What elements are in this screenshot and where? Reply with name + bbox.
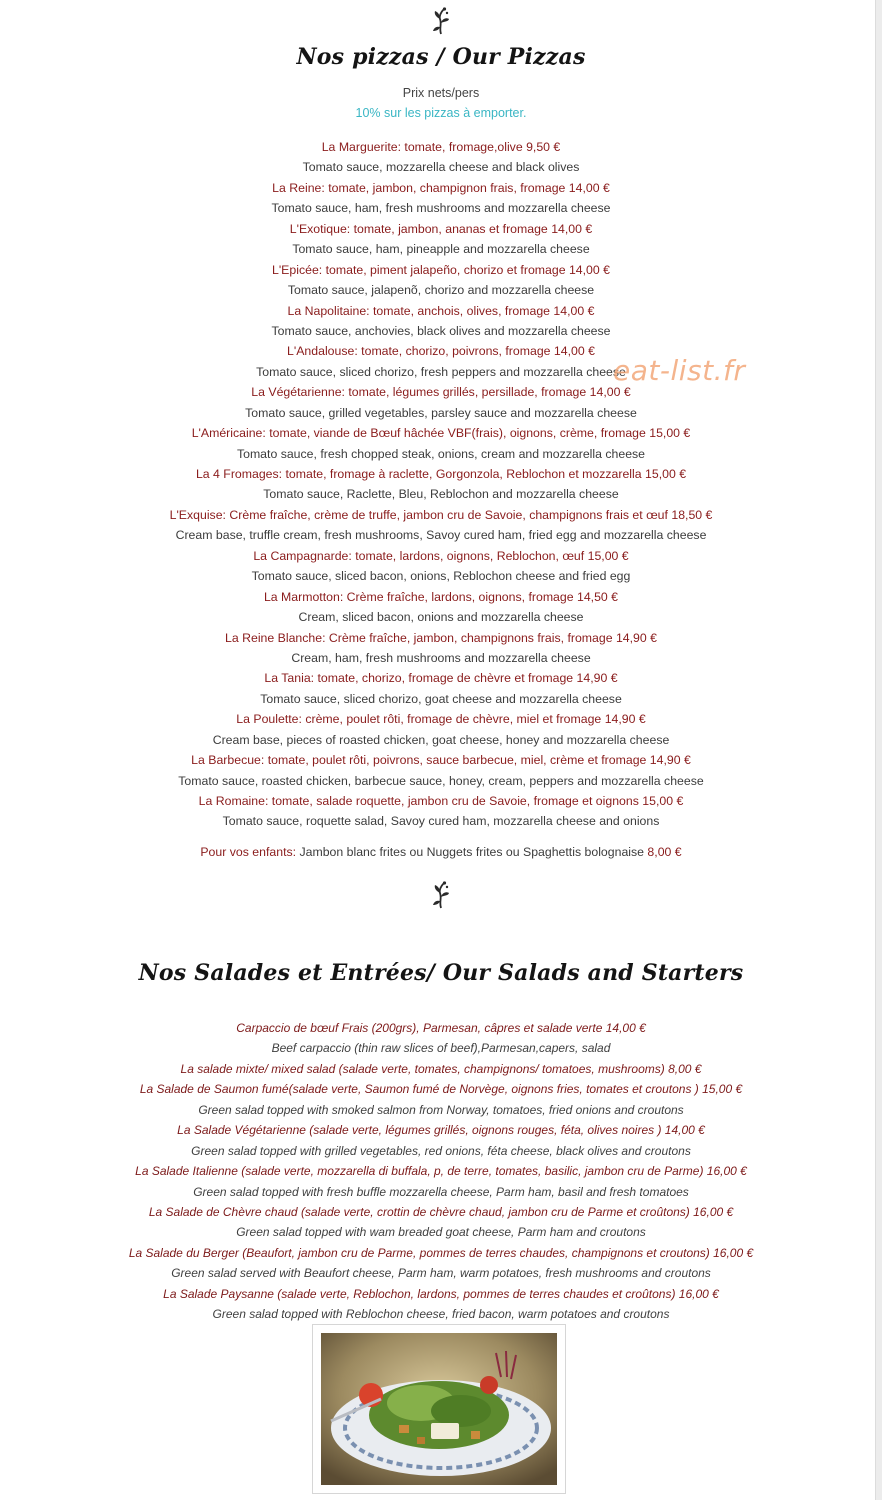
salad-photo	[312, 1324, 566, 1494]
salads-title: Nos Salades et Entrées/ Our Salads and Starters	[138, 960, 744, 986]
salads-item-description: Green salad served with Beaufort cheese, Parm ham, warm potatoes, fresh mushrooms and croutons	[171, 1266, 711, 1281]
kids-menu-label: Pour vos enfants:	[200, 845, 297, 859]
salad-list	[0, 1018, 882, 1325]
pizzas-item-name: L'Américaine: tomate, viande de Bœuf hâchée VBF(frais), oignons, crème, fromage 15,00 €	[191, 426, 691, 441]
kids-menu-line	[0, 845, 882, 859]
salads-item-name: La Salade Végétarienne (salade verte, légumes grillés, oignons rouges, féta, olives noires ) 14,00 €	[177, 1123, 705, 1138]
pizzas-item-name: La Marmotton: Crème fraîche, lardons, oignons, fromage 14,50 €	[263, 589, 619, 604]
watermark-text: eat-list.fr	[613, 354, 746, 387]
pizzas-item-description: Tomato sauce, sliced chorizo, goat cheese and mozzarella cheese	[260, 691, 622, 706]
pizzas-item-name: L'Andalouse: tomate, chorizo, poivrons, fromage 14,00 €	[287, 344, 595, 359]
pizzas-item-name: La Reine: tomate, jambon, champignon frais, fromage 14,00 €	[272, 180, 610, 195]
pizzas-item-description: Tomato sauce, anchovies, black olives and mozzarella cheese	[271, 323, 611, 338]
pizzas-item-description: Tomato sauce, sliced bacon, onions, Reblochon cheese and fried egg	[251, 569, 631, 584]
pizzas-item-description: Cream, ham, fresh mushrooms and mozzarella cheese	[291, 650, 591, 665]
salads-item-name: La Salade Italienne (salade verte, mozzarella di buffala, p, de terre, tomates, basilic, jambon cru de Parme) 16,00 €	[135, 1164, 747, 1179]
salads-item-description: Green salad topped with grilled vegetables, red onions, féta cheese, black olives and croutons	[191, 1143, 691, 1158]
prix-nets-note: Prix nets/pers	[402, 86, 480, 100]
salads-item-name: La Salade de Chèvre chaud (salade verte, crottin de chèvre chaud, jambon cru de Parme et croûtons) 16,00 €	[148, 1204, 734, 1219]
salads-item-name: La Salade du Berger (Beaufort, jambon cru de Parme, pommes de terres chaudes, champignons et croutons) 16,00 €	[128, 1245, 754, 1260]
pizzas-item-name: La Barbecue: tomate, poulet rôti, poivrons, sauce barbecue, miel, crème et fromage 14,90 €	[191, 753, 691, 768]
pizzas-item-name: La Reine Blanche: Crème fraîche, jambon, champignons frais, fromage 14,90 €	[225, 630, 657, 645]
pizzas-title: Nos pizzas / Our Pizzas	[296, 44, 586, 70]
pizzas-item-description: Tomato sauce, mozzarella cheese and black olives	[302, 160, 580, 175]
takeaway-promo-note: 10% sur les pizzas à emporter.	[355, 106, 527, 120]
pizzas-item-description: Cream base, pieces of roasted chicken, goat cheese, honey and mozzarella cheese	[212, 732, 670, 747]
pizzas-item-name: L'Exquise: Crème fraîche, crème de truffe, jambon cru de Savoie, champignons frais et œuf 18,50 €	[169, 507, 713, 522]
pizza-list	[0, 137, 882, 832]
leaf-ornament-icon	[429, 880, 453, 910]
pizzas-item-name: La Végétarienne: tomate, légumes grillés, persillade, fromage 14,00 €	[251, 385, 631, 400]
pizzas-item-description: Tomato sauce, ham, fresh mushrooms and mozzarella cheese	[271, 201, 611, 216]
pizzas-item-name: La Poulette: crème, poulet rôti, fromage de chèvre, miel et fromage 14,90 €	[236, 712, 646, 727]
pizzas-item-name: La Napolitaine: tomate, anchois, olives, fromage 14,00 €	[287, 303, 595, 318]
pizzas-item-name: L'Exotique: tomate, jambon, ananas et fromage 14,00 €	[289, 221, 593, 236]
salads-item-description: Green salad topped with smoked salmon from Norway, tomatoes, fried onions and croutons	[198, 1102, 684, 1117]
pizzas-item-name: La Romaine: tomate, salade roquette, jambon cru de Savoie, fromage et oignons 15,00 €	[198, 794, 684, 808]
salads-item-description: Green salad topped with wam breaded goat cheese, Parm ham and croutons	[236, 1225, 646, 1240]
salads-item-description: Beef carpaccio (thin raw slices of beef),Parmesan,capers, salad	[271, 1041, 611, 1056]
pizzas-item-description: Tomato sauce, sliced chorizo, fresh peppers and mozzarella cheese	[256, 364, 626, 379]
pizzas-item-name: L'Epicée: tomate, piment jalapeño, chorizo et fromage 14,00 €	[272, 262, 610, 277]
salads-item-description: Green salad topped with fresh buffle mozzarella cheese, Parm ham, basil and fresh tomatoes	[193, 1184, 689, 1199]
pizzas-item-name: La Campagnarde: tomate, lardons, oignons, Reblochon, œuf 15,00 €	[253, 548, 629, 563]
salads-item-name: La Salade de Saumon fumé(salade verte, Saumon fumé de Norvège, oignons fries, tomates et croutons ) 15,00 €	[139, 1082, 743, 1097]
pizzas-item-description: Tomato sauce, roasted chicken, barbecue sauce, honey, cream, peppers and mozzarella cheese	[178, 773, 704, 788]
salads-item-name: La Salade Paysanne (salade verte, Reblochon, lardons, pommes de terres chaudes et croûtons) 16,00 €	[163, 1286, 719, 1301]
pizzas-item-description: Tomato sauce, ham, pineapple and mozzarella cheese	[292, 242, 590, 257]
pizzas-item-name: La Tania: tomate, chorizo, fromage de chèvre et fromage 14,90 €	[264, 671, 618, 686]
pizzas-item-description: Tomato sauce, jalapenõ, chorizo and mozzarella cheese	[287, 283, 595, 298]
pizzas-item-description: Cream base, truffle cream, fresh mushrooms, Savoy cured ham, fried egg and mozzarella cheese	[175, 528, 707, 543]
pizzas-item-description: Tomato sauce, Raclette, Bleu, Reblochon and mozzarella cheese	[263, 487, 619, 502]
pizzas-item-description: Tomato sauce, fresh chopped steak, onions, cream and mozzarella cheese	[236, 446, 646, 461]
salads-item-name: La salade mixte/ mixed salad (salade verte, tomates, champignons/ tomatoes, mushrooms) 8,00 €	[180, 1061, 702, 1076]
kids-menu-text: Jambon blanc frites ou Nuggets frites ou Spaghettis bolognaise	[296, 845, 645, 859]
pizzas-item-description: Tomato sauce, roquette salad, Savoy cured ham, mozzarella cheese and onions	[222, 814, 660, 829]
pizzas-item-description: Tomato sauce, grilled vegetables, parsley sauce and mozzarella cheese	[245, 405, 637, 420]
salads-item-description: Green salad topped with Reblochon cheese, fried bacon, warm potatoes and croutons	[212, 1307, 670, 1322]
pizzas-item-name: La Marguerite: tomate, fromage,olive 9,50 €	[321, 140, 561, 154]
salad-photo-image	[321, 1333, 557, 1485]
salads-item-name: Carpaccio de bœuf Frais (200grs), Parmesan, câpres et salade verte 14,00 €	[236, 1021, 646, 1035]
pizzas-item-name: La 4 Fromages: tomate, fromage à raclette, Gorgonzola, Reblochon et mozzarella 15,00 €	[195, 467, 687, 481]
kids-menu-price: 8,00 €	[644, 845, 682, 859]
leaf-ornament-icon	[429, 6, 453, 36]
pizzas-item-description: Cream, sliced bacon, onions and mozzarella cheese	[298, 610, 584, 625]
